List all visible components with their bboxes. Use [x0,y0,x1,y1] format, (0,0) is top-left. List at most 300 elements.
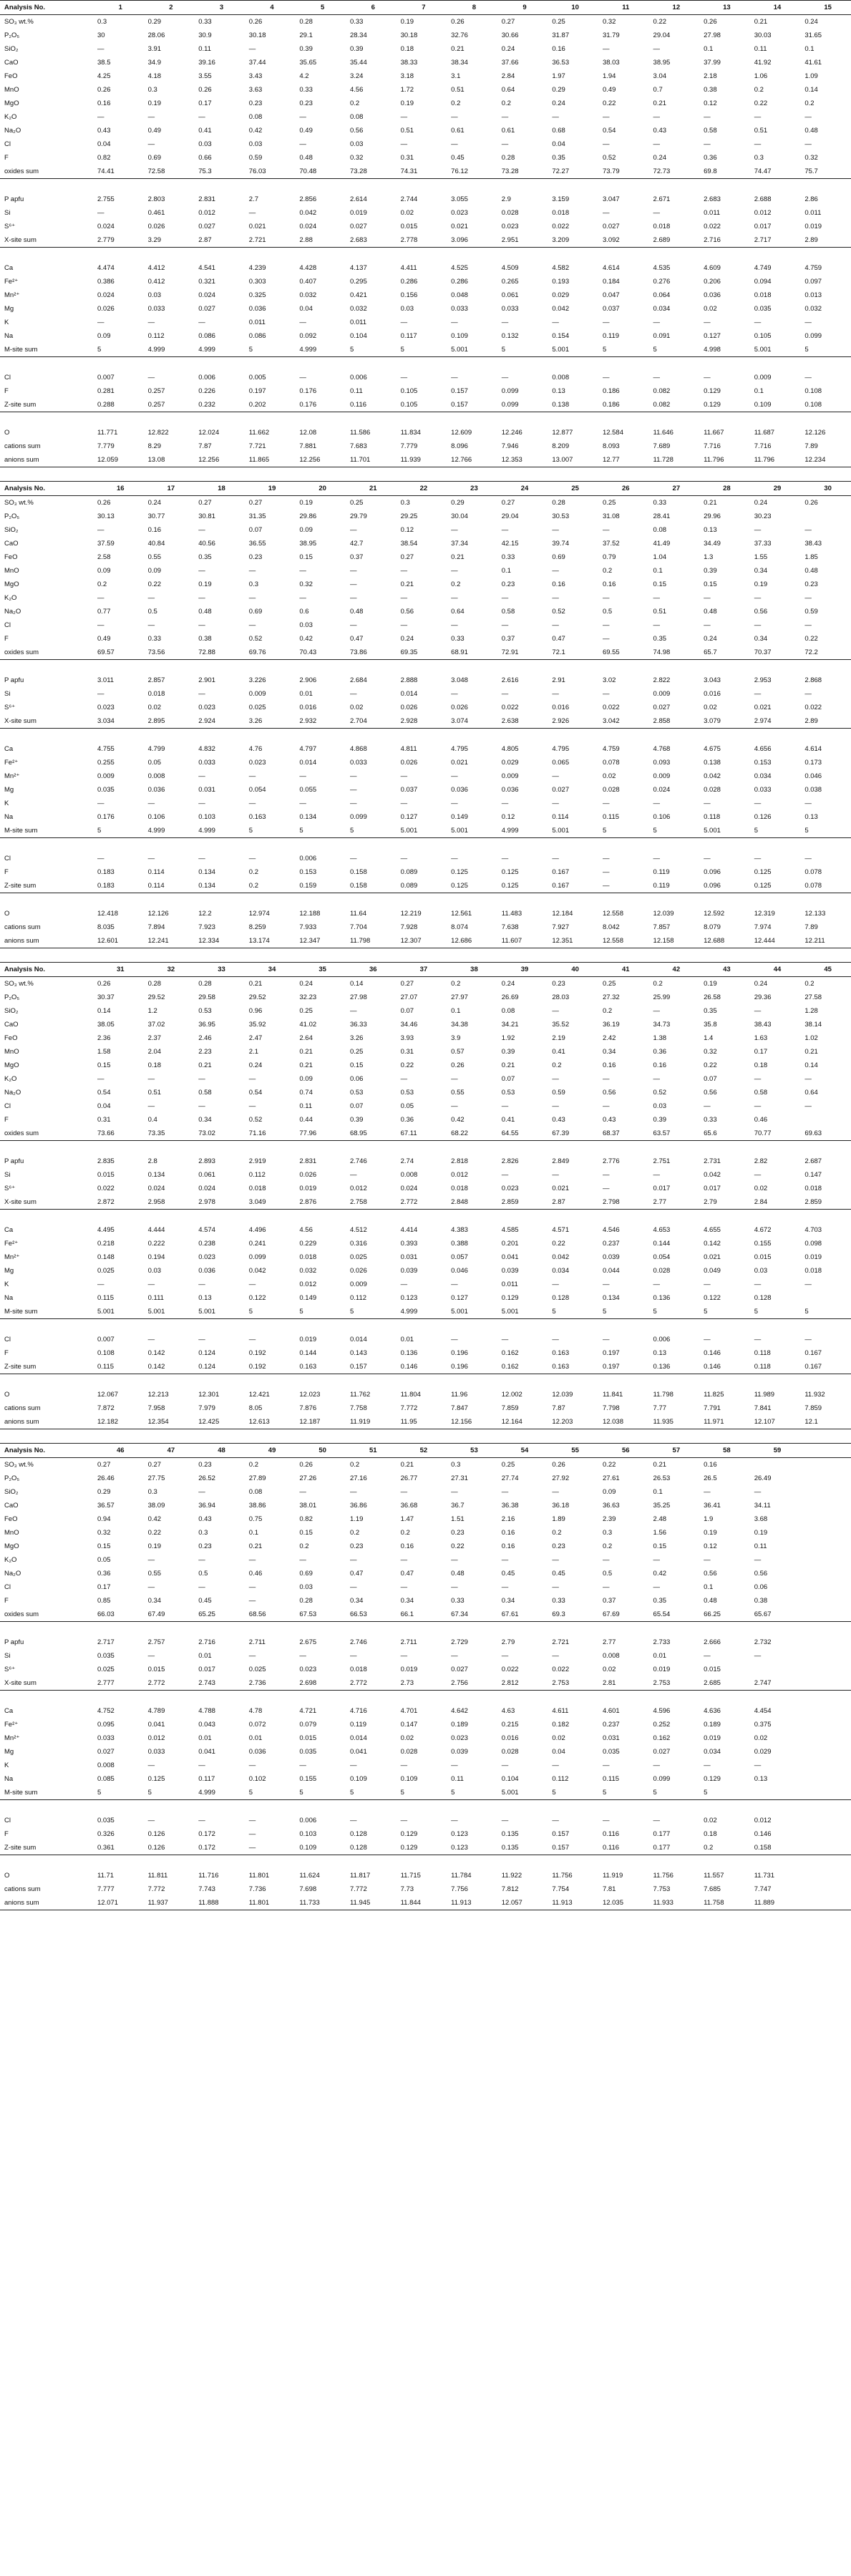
cell-value: — [198,690,205,698]
cell-value: 0.027 [602,223,620,230]
cell-value: 11.95 [397,1415,447,1429]
cell-value: 38.34 [451,59,468,67]
cell-value: 4.675 [704,745,721,753]
cell-value: 0.024 [97,223,115,230]
cell-value: 0.009 [97,772,115,780]
cell-value: 0.011 [248,319,266,326]
row-label: S⁶⁺ [4,223,16,230]
cell-value: 0.007 [97,374,115,381]
cell-value: 0.02 [147,704,162,711]
cell-value: 0.009 [248,690,266,698]
cell-value: — [248,799,256,807]
cell-value: 5 [649,1305,700,1319]
cell-value: 7.974 [754,923,772,931]
cell-value: 2.924 [194,714,245,729]
cell-value: 0.22 [147,1529,162,1537]
row-label: oxides sum [0,646,93,660]
cell-value: 0.34 [198,1116,212,1124]
cell-value: — [451,772,458,780]
cell-value: 0.154 [552,332,570,340]
cell-value: 0.33 [552,1597,565,1605]
data-row [0,42,851,56]
cell-value: 2.39 [602,1515,616,1523]
cell-value: 0.43 [653,127,667,135]
cell-value: 0.03 [299,621,313,629]
cell-value: 0.153 [299,868,317,876]
cell-value: — [602,1336,610,1343]
cell-value: 0.22 [653,18,667,26]
row-label: F [4,635,9,643]
cell-value: 0.15 [299,553,313,561]
cell-value: 0.23 [198,1461,212,1469]
cell-value: 0.02 [400,209,414,217]
cell-value: 0.186 [598,398,649,412]
cell-value: 0.021 [552,1185,570,1192]
cell-value: 1.19 [349,1515,364,1523]
cell-value: 0.37 [602,1597,616,1605]
cell-value: 0.21 [501,1061,515,1069]
cell-value: 11.804 [400,1391,421,1399]
cell-value [800,1553,851,1567]
cell-value: 0.11 [451,1775,464,1783]
cell-value: 0.42 [248,127,263,135]
data-row [0,605,851,618]
cell-value: 74.41 [93,165,144,179]
data-row [0,991,851,1004]
cell-value: 11.825 [704,1391,724,1399]
analysis-number: 55 [548,1444,598,1458]
cell-value: — [501,1583,509,1591]
cell-value: — [804,526,812,534]
cell-value [800,1745,851,1759]
cell-value: 1.4 [704,1034,714,1042]
analysis-number: 37 [397,963,447,977]
cell-value: — [653,319,661,326]
cell-value: 0.03 [349,140,364,148]
cell-value: 0.155 [754,1240,772,1248]
cell-value: — [451,374,458,381]
cell-value: 0.56 [704,1570,717,1578]
cell-value: 12.158 [649,934,700,948]
cell-value: 5 [598,1305,649,1319]
cell-value: 7.791 [704,1404,721,1412]
cell-value: 11.945 [346,1896,397,1910]
cell-value: 5 [245,1786,296,1800]
cell-value: 0.41 [552,1048,565,1056]
cell-value: 0.024 [653,786,671,794]
cell-value: 0.24 [754,499,768,507]
cell-value: 36.94 [198,1502,215,1510]
cell-value: 2.89 [800,714,851,729]
cell-value: — [349,1171,357,1179]
row-label: Na [4,1775,14,1783]
cell-value: 31.79 [602,31,620,39]
cell-value: 11.771 [97,429,118,437]
cell-value: 0.065 [552,759,570,767]
cell-value: 38.33 [400,59,418,67]
row-label: FeO [4,72,18,80]
cell-value: 2.717 [750,233,801,248]
row-label: SiO₂ [4,1488,19,1496]
cell-value: 0.157 [447,398,497,412]
cell-value: 0.011 [704,209,721,217]
cell-value: 0.09 [602,1488,616,1496]
analysis-number: 25 [548,482,598,496]
cell-value: 1.04 [653,553,667,561]
cell-value: 26.49 [754,1474,772,1482]
cell-value: 0.79 [602,553,616,561]
cell-value: — [198,799,205,807]
cell-value: 0.48 [198,608,212,616]
row-label: SiO₂ [4,1007,19,1015]
cell-value: 0.16 [602,1061,616,1069]
cell-value: 72.88 [194,646,245,660]
cell-value: 0.24 [400,635,414,643]
cell-value: 73.56 [144,646,195,660]
cell-value: 0.009 [349,1280,367,1288]
cell-value: 0.173 [804,759,822,767]
cell-value: — [349,772,357,780]
cell-value: 7.89 [804,923,818,931]
cell-value: 27.31 [451,1474,468,1482]
cell-value: 2.683 [704,195,721,203]
cell-value: 2.716 [198,1638,215,1646]
cell-value: 0.55 [451,1089,465,1097]
cell-value: — [299,374,306,381]
cell-value: 65.6 [699,1127,750,1141]
cell-value: 0.02 [704,305,717,313]
cell-value: 0.238 [198,1240,215,1248]
cell-value [800,1594,851,1608]
data-row [0,550,851,564]
cell-value: 0.257 [147,387,165,395]
row-label: P₂O₅ [4,1474,20,1482]
cell-value: 66.03 [93,1608,144,1622]
cell-value: 0.114 [147,868,165,876]
cell-value: 5 [649,1786,700,1800]
cell-value: 0.24 [552,99,565,107]
cell-value [800,1663,851,1676]
cell-value: — [248,567,256,575]
cell-value: 0.28 [198,980,212,988]
cell-value: 3.047 [602,195,620,203]
analysis-block-3 [0,962,851,1429]
analysis-number: 2 [144,1,195,15]
cell-value: 1.63 [754,1034,768,1042]
cell-value: 11.662 [248,429,270,437]
cell-value: — [804,1280,812,1288]
cell-value: 0.19 [147,1542,162,1550]
cell-value: 2.746 [349,1638,367,1646]
cell-value: 0.167 [800,1360,851,1374]
cell-value: 67.49 [144,1608,195,1622]
cell-value: 2.831 [299,1157,317,1165]
cell-value: 2.732 [754,1638,772,1646]
cell-value: 0.021 [451,223,468,230]
cell-value: 0.028 [501,1748,519,1756]
cell-value: 0.18 [147,1061,162,1069]
cell-value: — [653,1007,661,1015]
cell-value: 26.5 [704,1474,717,1482]
data-row [0,1031,851,1045]
cell-value: — [754,1761,762,1769]
cell-value: 0.02 [754,1185,768,1192]
cell-value: 2.901 [198,676,215,684]
cell-value: 0.122 [704,1294,721,1302]
data-row [0,1072,851,1086]
cell-value: 0.032 [299,291,317,299]
cell-value: 2.73 [397,1676,447,1691]
cell-value: 0.1 [501,567,511,575]
cell-value: 0.2 [754,86,764,94]
cell-value: 1.38 [653,1034,667,1042]
cell-value: 0.326 [97,1830,115,1838]
cell-value: 0.11 [198,45,211,53]
cell-value: 0.08 [653,526,667,534]
cell-value: 30.77 [147,512,165,520]
cell-value: 38.5 [97,59,111,67]
cell-value: 11.756 [552,1872,573,1880]
cell-value: 0.2 [602,567,613,575]
row-label: P apfu [4,195,24,203]
cell-value: 1.51 [451,1515,465,1523]
cell-value: 5.001 [397,824,447,838]
group-gap [0,248,851,262]
group-gap [0,838,851,852]
cell-value: 7.87 [552,1404,565,1412]
cell-value: 0.64 [804,1089,818,1097]
cell-value: 2.751 [653,1157,671,1165]
cell-value: — [349,1817,357,1824]
row-label: Cl [4,621,11,629]
cell-value: 0.035 [754,305,772,313]
cell-value: — [349,855,357,862]
group-gap [0,893,851,908]
cell-value: 0.03 [198,140,212,148]
cell-value: — [451,1652,458,1660]
cell-value: 0.042 [552,305,570,313]
cell-value: 0.82 [299,1515,313,1523]
cell-value: 27.98 [704,31,721,39]
analysis-number: 51 [346,1444,397,1458]
cell-value: 12.561 [451,910,472,918]
analysis-block-4 [0,1443,851,1910]
data-row [0,371,851,384]
cell-value: 0.134 [602,1294,620,1302]
cell-value: 1.28 [804,1007,818,1015]
analysis-number: 54 [497,1444,548,1458]
cell-value: 1.94 [602,72,616,80]
cell-value: 0.16 [501,1542,515,1550]
data-row [0,165,851,179]
cell-value: 0.3 [147,86,157,94]
cell-value: — [245,1841,296,1855]
cell-value: 11.937 [144,1896,195,1910]
cell-value: 0.22 [147,580,162,588]
cell-value: 11.922 [501,1872,522,1880]
cell-value: — [198,855,205,862]
cell-value: 0.061 [198,1171,215,1179]
cell-value: 0.015 [754,1253,772,1261]
data-row [0,674,851,687]
data-row [0,1004,851,1018]
cell-value: 0.25 [349,1048,364,1056]
cell-value: 5 [245,1305,296,1319]
cell-value: — [451,1075,458,1083]
cell-value: 2.856 [299,195,317,203]
cell-value: 1.09 [804,72,818,80]
cell-value: 2.736 [245,1676,296,1691]
cell-value: 0.018 [248,1185,266,1192]
cell-value: 0.098 [804,1240,822,1248]
cell-value: 0.105 [400,387,418,395]
cell-value: 68.56 [245,1608,296,1622]
cell-value: 0.041 [349,1748,367,1756]
analysis-number: 16 [93,482,144,496]
cell-value: 0.01 [653,1652,667,1660]
cell-value: 0.49 [299,127,313,135]
cell-value: 0.019 [804,223,822,230]
cell-value: — [804,690,812,698]
cell-value: — [804,621,812,629]
cell-value: 0.33 [349,18,364,26]
cell-value: 2.778 [397,233,447,248]
cell-value: 66.25 [699,1608,750,1622]
row-label: Mg [4,305,14,313]
cell-value: 0.033 [147,1748,165,1756]
cell-value: — [349,621,357,629]
cell-value: 5 [800,1305,851,1319]
cell-value: 0.096 [699,879,750,893]
cell-value: 0.026 [400,759,418,767]
cell-value: 7.946 [501,442,519,450]
cell-value: 8.074 [451,923,468,931]
cell-value: 37.33 [754,540,772,548]
cell-value: 27.92 [552,1474,570,1482]
cell-value: 5 [649,343,700,357]
data-row [0,1663,851,1676]
cell-value: 0.08 [248,1488,263,1496]
cell-value: — [248,209,256,217]
cell-value: 0.07 [501,1075,515,1083]
cell-value: 0.257 [144,398,195,412]
cell-value: 0.031 [198,786,215,794]
cell-value: 32.76 [451,31,468,39]
cell-value: 0.013 [804,291,822,299]
cell-value: 0.033 [97,1734,115,1742]
cell-value: — [704,1102,711,1110]
cell-value: 11.989 [754,1391,775,1399]
row-label: Mn²⁺ [4,1253,20,1261]
cell-value: 69.3 [548,1608,598,1622]
cell-value: 0.189 [451,1721,468,1729]
cell-value: 0.53 [400,1089,414,1097]
cell-value: — [248,1583,256,1591]
cell-value: 0.129 [501,1294,519,1302]
cell-value: 0.21 [400,580,414,588]
cell-value: 27.89 [248,1474,266,1482]
row-label: Na₂O [4,1570,21,1578]
cell-value: 0.28 [299,18,313,26]
cell-value: 0.023 [248,759,266,767]
cell-value: — [349,690,357,698]
cell-value: 7.958 [147,1404,165,1412]
cell-value: 0.16 [602,580,616,588]
cell-value: 0.21 [299,1048,313,1056]
cell-value: 0.42 [299,635,313,643]
cell-value: 0.58 [198,1089,212,1097]
cell-value: 2.857 [147,676,165,684]
cell-value: 1.3 [704,553,714,561]
cell-value: 4.18 [147,72,162,80]
cell-value: 38.09 [147,1502,165,1510]
cell-value: 11.796 [699,453,750,467]
cell-value: 0.22 [602,99,616,107]
cell-value: 0.114 [552,813,569,821]
cell-value: 0.3 [754,154,764,162]
data-row [0,69,851,83]
cell-value: 0.47 [349,1570,364,1578]
cell-value [800,1869,851,1882]
cell-value: — [198,1488,205,1496]
cell-value: 0.28 [147,980,162,988]
cell-value: 0.12 [704,99,717,107]
cell-value: 0.035 [97,1652,115,1660]
cell-value: 26.46 [97,1474,115,1482]
analysis-number: 39 [497,963,548,977]
cell-value: 0.182 [552,1721,570,1729]
cell-value: 4.585 [501,1226,519,1234]
cell-value: 5 [245,343,296,357]
cell-value: 0.24 [248,1061,263,1069]
cell-value: 0.189 [704,1721,721,1729]
cell-value: 2.717 [97,1638,115,1646]
cell-value: 0.26 [451,18,465,26]
cell-value: 12.213 [147,1391,169,1399]
cell-value: — [198,1336,205,1343]
cell-value: 2.831 [198,195,215,203]
analysis-number: 48 [194,1444,245,1458]
cell-value: 0.18 [400,45,414,53]
analysis-block-1 [0,0,851,467]
cell-value: 2.671 [653,195,671,203]
analysis-number: 24 [497,482,548,496]
cell-value: 0.042 [704,772,721,780]
cell-value: 0.163 [548,1360,598,1374]
cell-value: 4.535 [653,264,671,272]
data-row [0,398,851,412]
cell-value: 0.21 [754,18,768,26]
row-label: Cl [4,140,11,148]
cell-value: 0.177 [649,1841,700,1855]
cell-value: 2.746 [349,1157,367,1165]
cell-value: 0.22 [804,635,818,643]
row-label: Cl [4,374,11,381]
cell-value: 40.56 [198,540,215,548]
data-row [0,1458,851,1472]
cell-value: 12.686 [447,934,497,948]
cell-value: 0.24 [704,635,717,643]
cell-value: — [501,113,509,121]
cell-value: 2.1 [248,1048,258,1056]
cell-value: 0.172 [194,1841,245,1855]
cell-value: 1.9 [704,1515,714,1523]
cell-value: 0.19 [754,1529,768,1537]
data-row [0,1472,851,1485]
cell-value: 12.241 [144,934,195,948]
cell-value: 0.05 [400,1102,414,1110]
cell-value: — [299,772,306,780]
